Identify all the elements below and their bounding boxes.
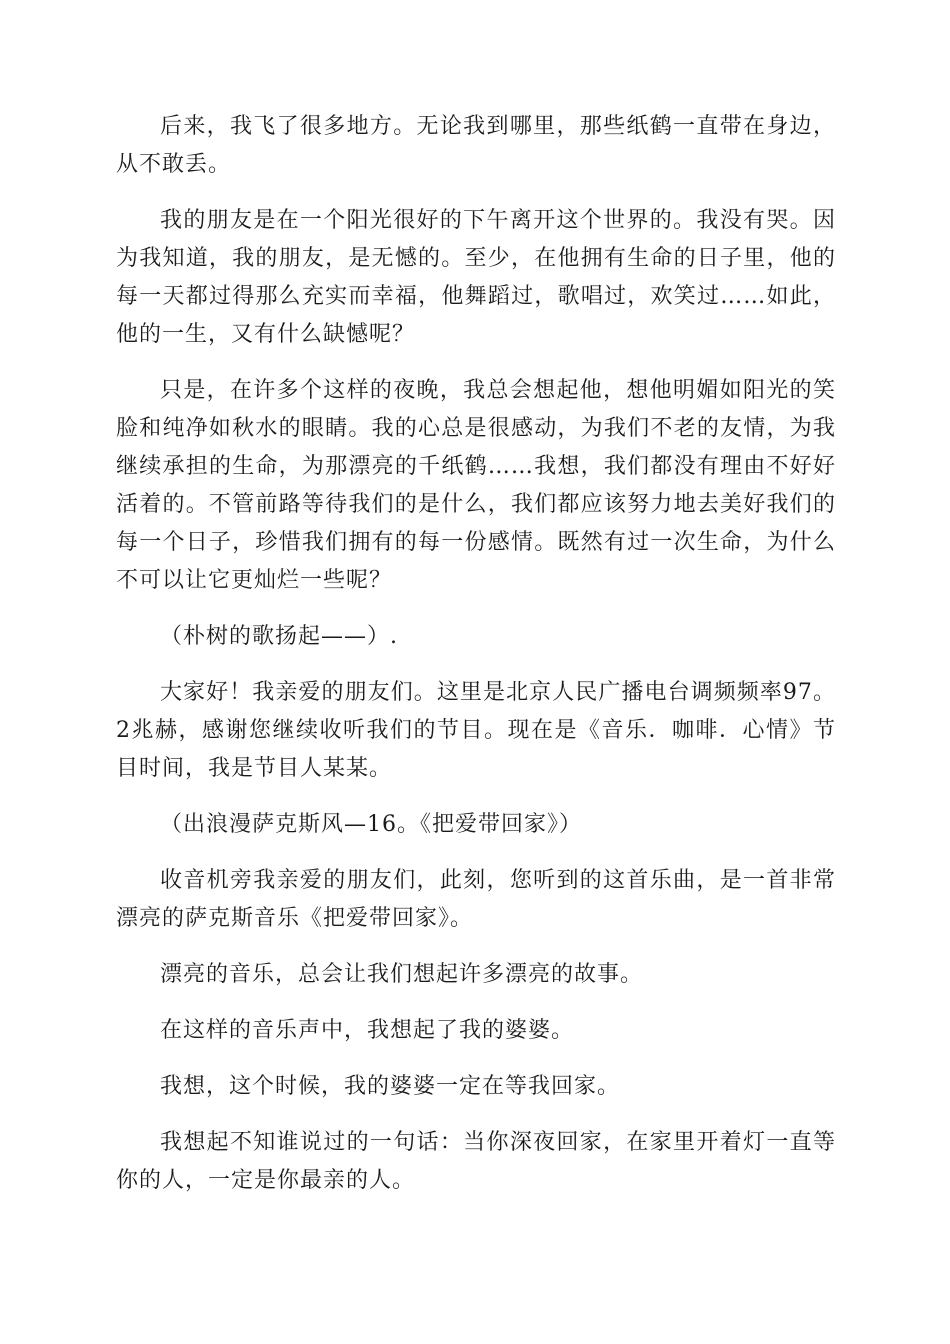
paragraph: 后来，我飞了很多地方。无论我到哪里，那些纸鹤一直带在身边，从不敢丢。 — [116, 114, 836, 177]
paragraph: 漂亮的音乐，总会让我们想起许多漂亮的故事。 — [160, 962, 644, 987]
paragraph: 我想，这个时候，我的婆婆一定在等我回家。 — [160, 1074, 621, 1099]
paragraph: 我的朋友是在一个阳光很好的下午离开这个世界的。我没有哭。因为我知道，我的朋友，是无憾的。至少，在他拥有生命的日子里，他的每一天都过得那么充实而幸福，他舞蹈过，歌唱过，欢笑过……如此，他的一生，又有什么缺憾呢？ — [116, 208, 836, 347]
paragraph: （出浪漫萨克斯风—16。《把爱带回家》） — [160, 812, 582, 837]
document-body — [116, 108, 836, 1218]
paragraph: 只是，在许多个这样的夜晚，我总会想起他，想他明媚如阳光的笑脸和纯净如秋水的眼睛。我的心总是很感动，为我们不老的友情，为我继续承担的生命，为那漂亮的千纸鹤……我想，我们都没有理由不好好活着的。不管前路等待我们的是什么，我们都应该努力地去美好我们的每一个日子，珍惜我们拥有的每一份感情。既然有过一次生命，为什么不可以让它更灿烂一些呢？ — [116, 378, 836, 593]
paragraph: 我想起不知谁说过的一句话：当你深夜回家，在家里开着灯一直等你的人，一定是你最亲的人。 — [116, 1130, 836, 1193]
paragraph: （朴树的歌扬起——）. — [160, 624, 398, 649]
paragraph: 收音机旁我亲爱的朋友们，此刻，您听到的这首乐曲，是一首非常漂亮的萨克斯音乐《把爱带回家》。 — [116, 868, 836, 931]
paragraph: 在这样的音乐声中，我想起了我的婆婆。 — [160, 1018, 575, 1043]
paragraph: 大家好！我亲爱的朋友们。这里是北京人民广播电台调频频率97。2兆赫，感谢您继续收听我们的节目。现在是《音乐．咖啡．心情》节目时间，我是节目人某某。 — [116, 680, 836, 781]
